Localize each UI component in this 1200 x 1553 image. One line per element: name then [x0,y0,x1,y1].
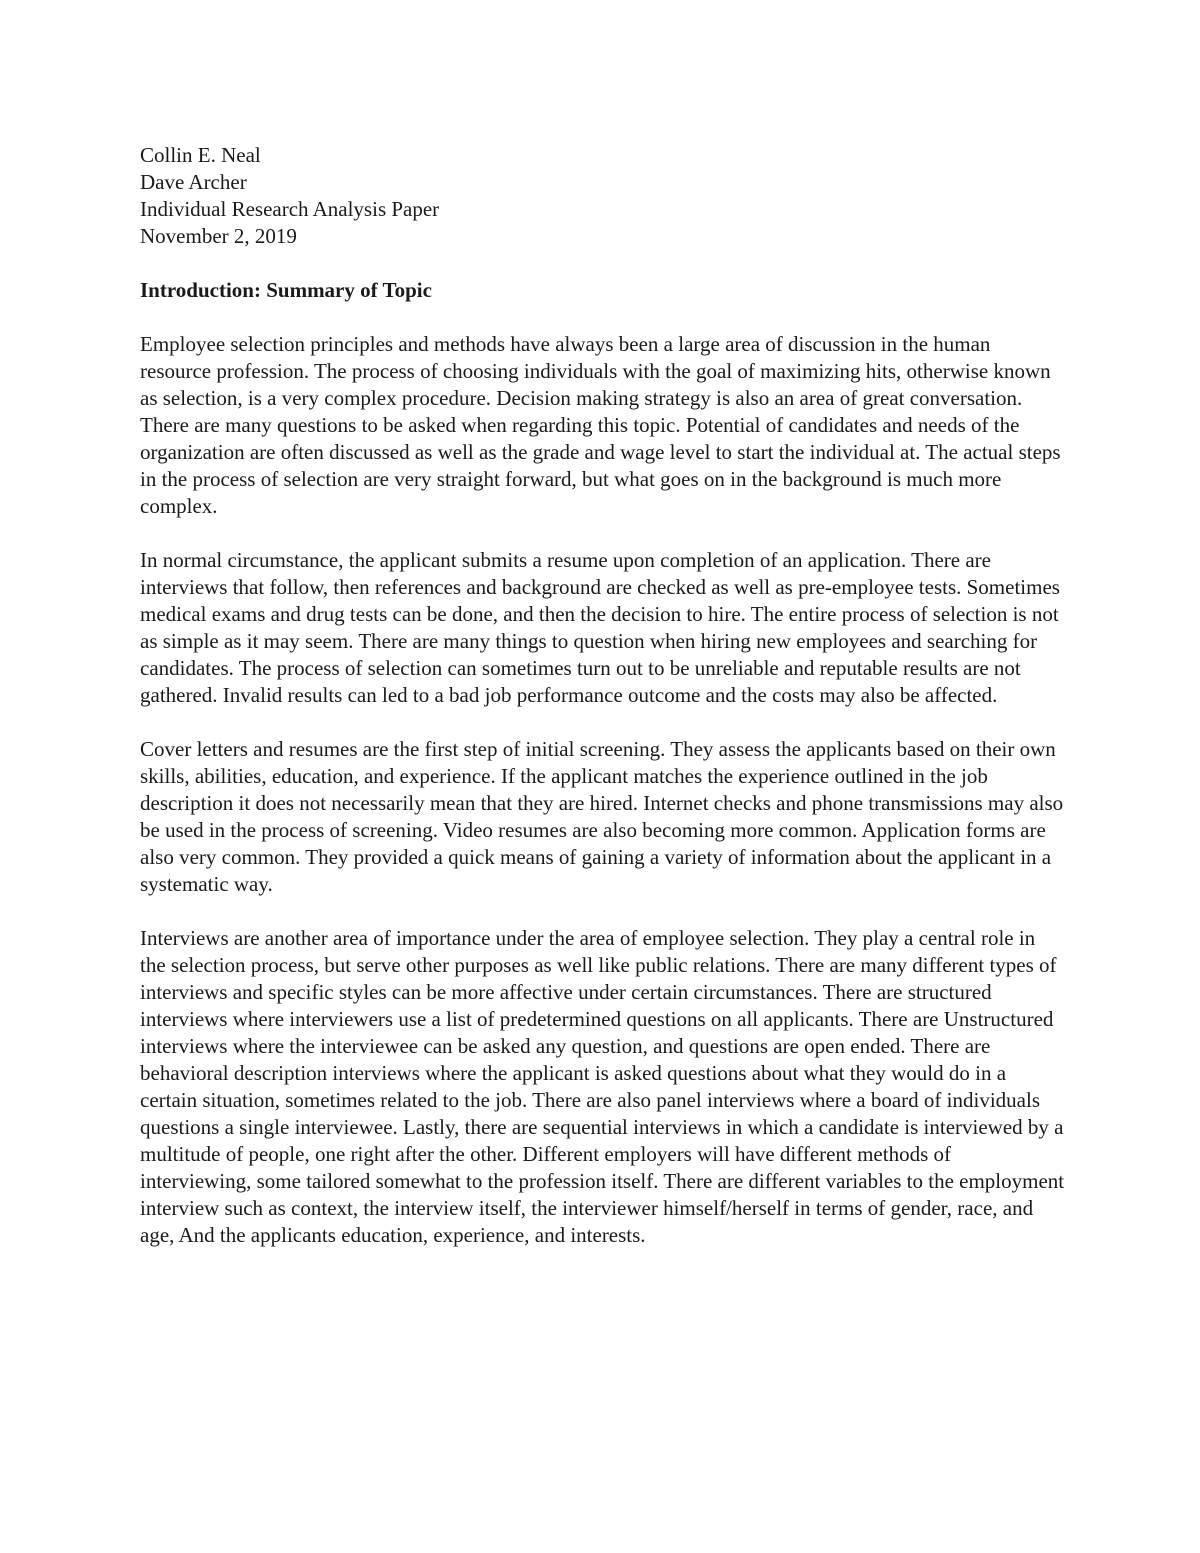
paragraph-3: Cover letters and resumes are the first step of initial screening. They assess the applicants based on their own skills, abilities, education, and experience. If the applicant matches the experience outlined in the job description it does not necessarily mean that they are hired. Internet checks and phone transmissions may also be used in the process of screening. Video resumes are also becoming more common. Application forms are also very common. They provided a quick means of gaining a variety of information about the applicant in a systematic way. [140,737,1064,896]
paragraph-4: Interviews are another area of importance under the area of employee selection. They play a central role in the selection process, but serve other purposes as well like public relations. There are many different types of interviews and specific styles can be more affective under certain circumstances. There are structured interviews where interviewers use a list of predetermined questions on all applicants. There are Unstructured interviews where the interviewee can be asked any question, and questions are open ended. There are behavioral description interviews where the applicant is asked questions about what they would do in a certain situation, sometimes related to the job. There are also panel interviews where a board of individuals questions a single interviewee. Lastly, there are sequential interviews in which a candidate is interviewed by a multitude of people, one right after the other. Different employers will have different methods of interviewing, some tailored somewhat to the profession itself. There are different variables to the employment interview such as context, the interview itself, the interviewer himself/herself in terms of gender, race, and age, And the applicants education, experience, and interests. [140,926,1065,1247]
paragraph-1: Employee selection principles and methods have always been a large area of discussion in the human resource profession. The process of choosing individuals with the goal of maximizing hits, otherwise known as selection, is a very complex procedure. Decision making strategy is also an area of great conversation. There are many questions to be asked when regarding this topic. Potential of candidates and needs of the organization are often discussed as well as the grade and wage level to start the individual at. The actual steps in the process of selection are very straight forward, but what goes on in the background is much more complex. [140,332,1061,518]
paper-date: November 2, 2019 [140,224,297,248]
instructor-name: Dave Archer [140,170,247,194]
paragraph-2: In normal circumstance, the applicant submits a resume upon completion of an application. There are interviews that follow, then references and background are checked as well as pre-employee tests. Sometimes medical exams and drug tests can be done, and then the decision to hire. The entire process of selection is not as simple as it may seem. There are many things to question when hiring new employees and searching for candidates. The process of selection can sometimes turn out to be unreliable and reputable results are not gathered. Invalid results can led to a bad job performance outcome and the costs may also be affected. [140,548,1060,707]
document-header [140,142,1065,250]
author-name: Collin E. Neal [140,143,261,167]
paper-title: Individual Research Analysis Paper [140,197,440,221]
section-heading: Introduction: Summary of Topic [140,278,432,302]
document-page [140,142,1065,1276]
